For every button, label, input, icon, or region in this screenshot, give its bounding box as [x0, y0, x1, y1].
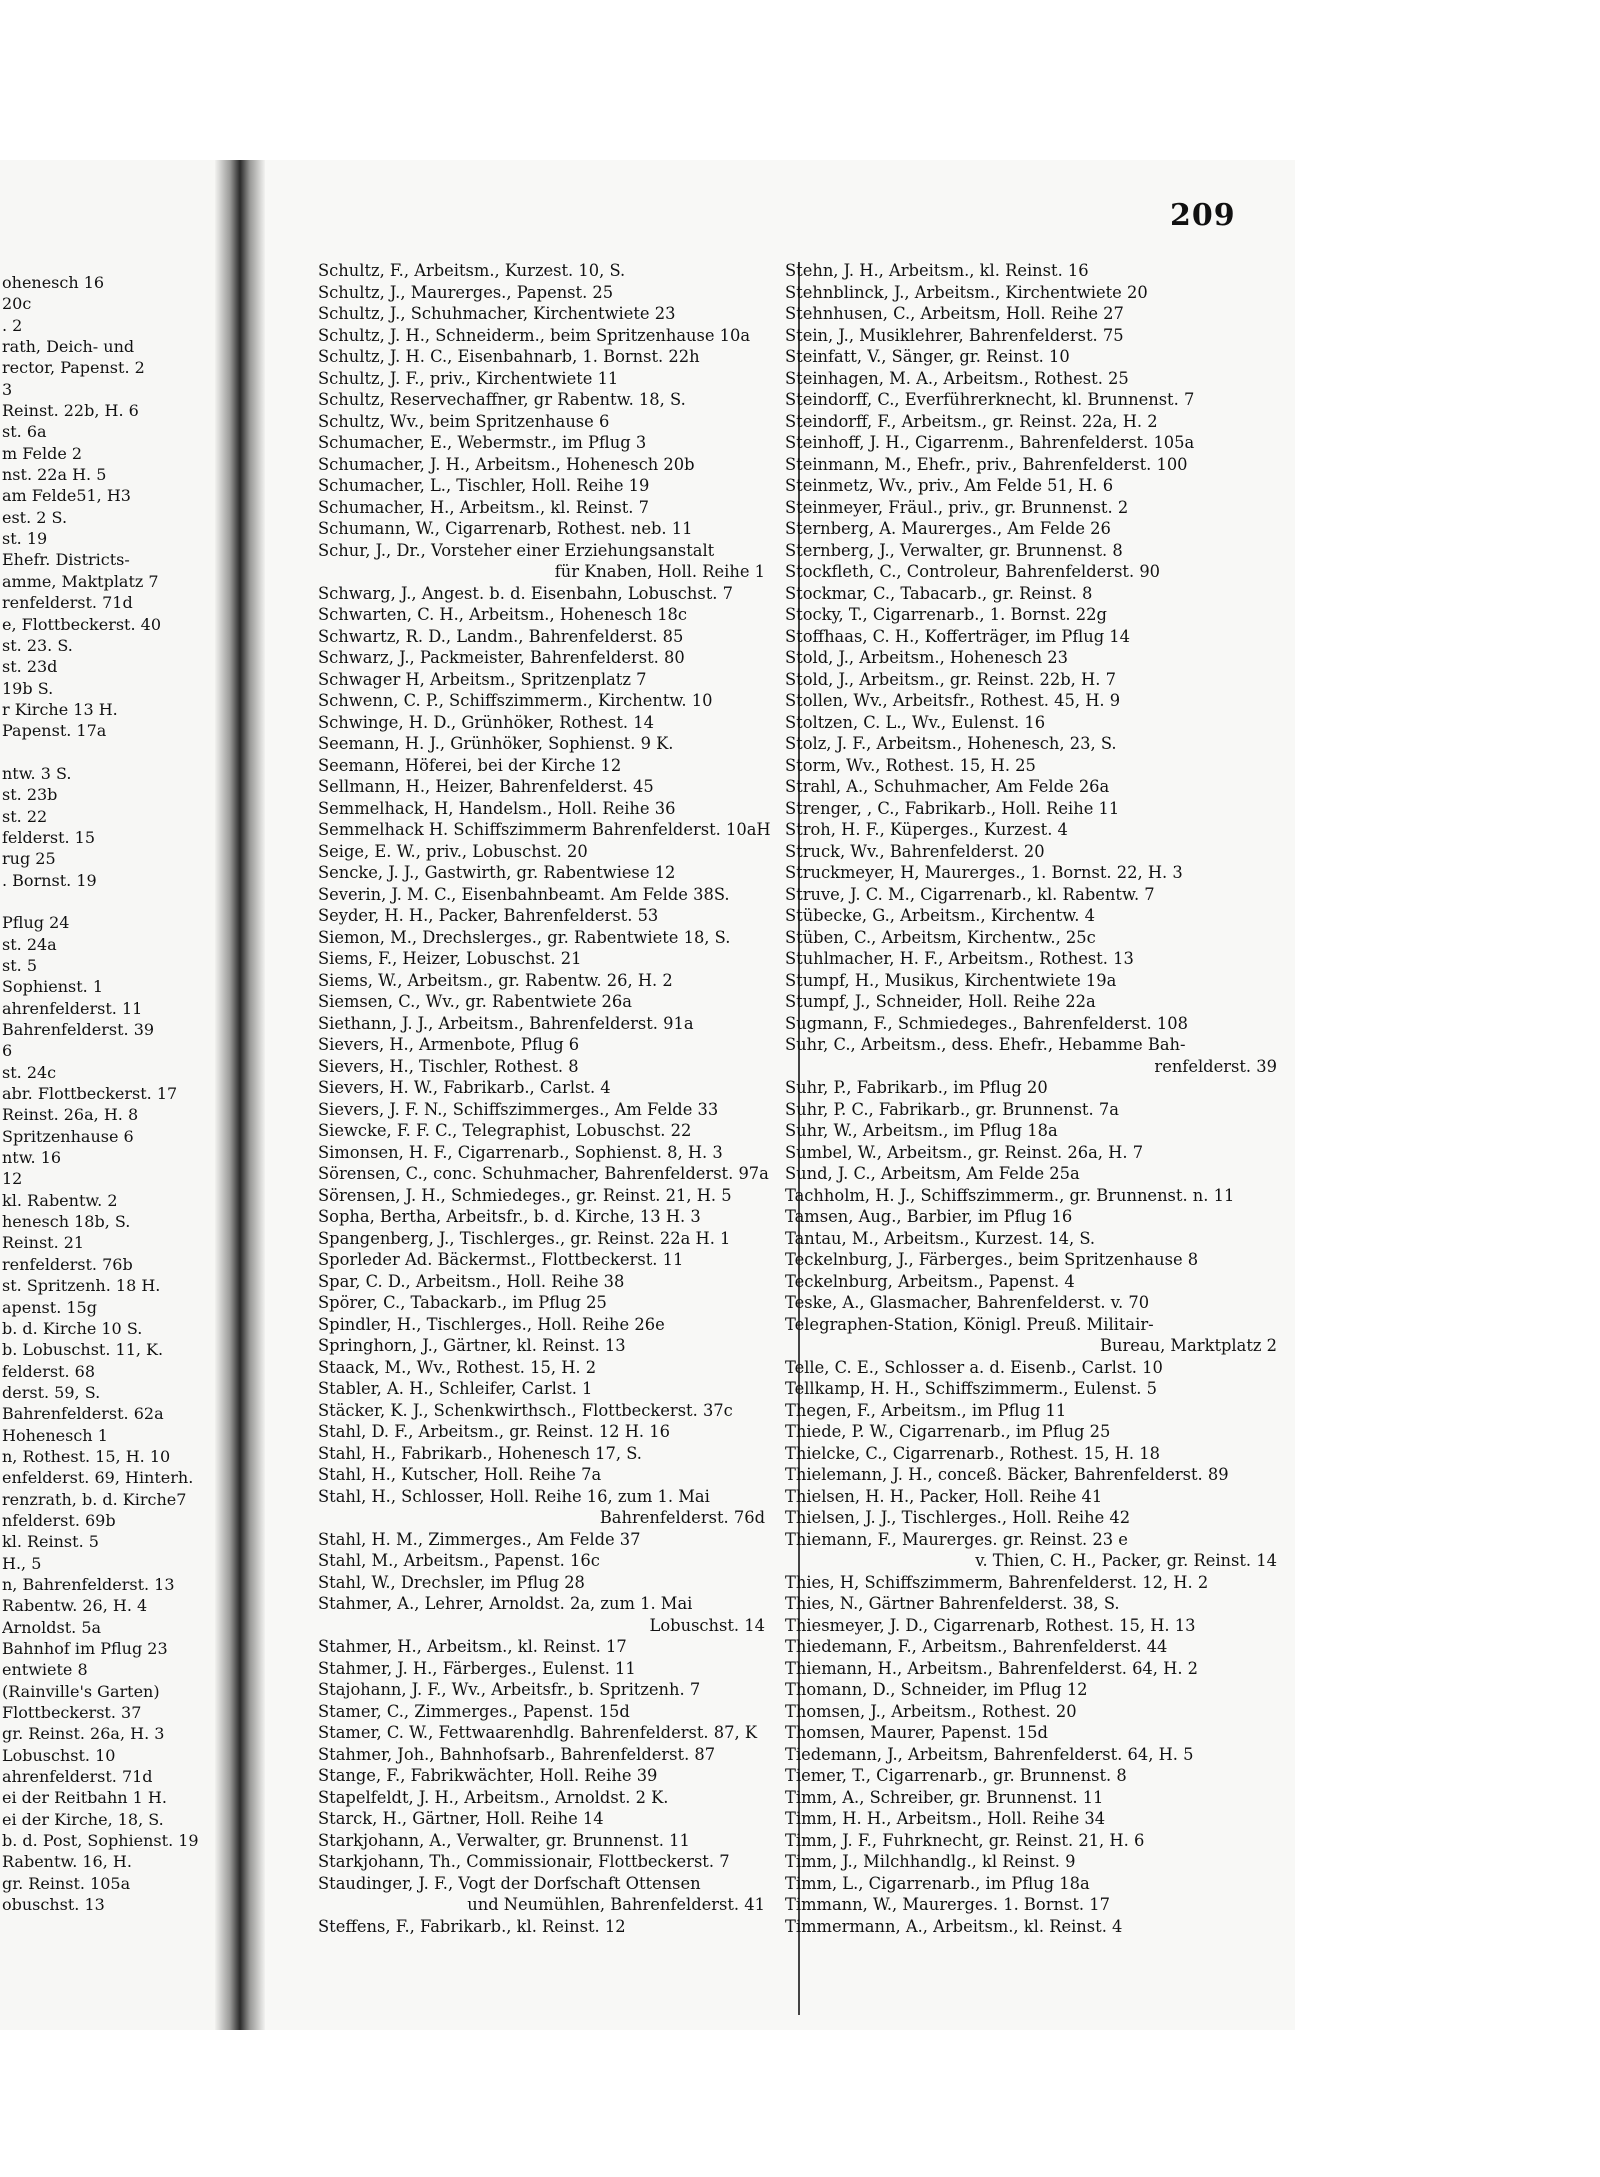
left-page-fragment-line: Rabentw. 26, H. 4: [2, 1596, 148, 1616]
directory-entry: Stoffhaas, C. H., Kofferträger, im Pflug 14: [785, 626, 1131, 646]
directory-entry: Schultz, J., Schuhmacher, Kirchentwiete 23: [318, 304, 676, 323]
directory-entry: Stahl, M., Arbeitsm., Papenst. 16c: [318, 1551, 600, 1570]
book-spine: [215, 160, 265, 2030]
directory-entry: Stold, J., Arbeitsm., gr. Reinst. 22b, H. 7: [785, 669, 1116, 689]
directory-entry: Stumpf, H., Musikus, Kirchentwiete 19a: [785, 970, 1117, 990]
directory-entry: Starkjohann, Th., Commissionair, Flottbeckerst. 7: [318, 1852, 730, 1871]
directory-entry: Stapelfeldt, J. H., Arbeitsm., Arnoldst. 2 K.: [318, 1787, 669, 1807]
left-page-fragment-line: Reinst. 21: [2, 1233, 85, 1253]
left-page-lines: [2, 272, 242, 1915]
left-page-fragment-line: kl. Rabentw. 2: [2, 1190, 118, 1210]
left-page-fragment-line: Arnoldst. 5a: [2, 1617, 102, 1637]
directory-entry: renfelderst. 39: [1154, 1056, 1277, 1076]
left-page-fragment-line: Papenst. 17a: [2, 721, 107, 741]
left-page-fragment-line: Reinst. 26a, H. 8: [2, 1105, 139, 1125]
directory-entry: Siemsen, C., Wv., gr. Rabentwiete 26a: [318, 992, 632, 1011]
directory-entry: Schultz, J. H., Schneiderm., beim Spritzenhause 10a: [318, 325, 751, 345]
directory-entry: Stajohann, J. F., Wv., Arbeitsfr., b. Spritzenh. 7: [318, 1680, 701, 1699]
directory-entry: Stoltzen, C. L., Wv., Eulenst. 16: [785, 712, 1046, 732]
left-page-fragment-line: . 2: [2, 315, 23, 335]
directory-entry: Sternberg, J., Verwalter, gr. Brunnenst. 8: [785, 540, 1123, 560]
left-page-fragment-line: st. 19: [2, 529, 48, 549]
left-page-fragment-line: st. 23b: [2, 785, 58, 805]
directory-entry: Sternberg, A. Maurerges., Am Felde 26: [785, 519, 1111, 538]
directory-entry: Siemon, M., Drechslerges., gr. Rabentwiete 18, S.: [318, 927, 731, 947]
directory-entry: Schumacher, L., Tischler, Holl. Reihe 19: [318, 476, 650, 495]
left-page-fragment-line: Spritzenhause 6: [2, 1126, 134, 1146]
left-page-fragment-line: obuschst. 13: [2, 1895, 105, 1915]
directory-entry: Starck, H., Gärtner, Holl. Reihe 14: [318, 1809, 604, 1828]
directory-entry: Siems, W., Arbeitsm., gr. Rabentw. 26, H. 2: [318, 970, 673, 990]
directory-entry: Schur, J., Dr., Vorsteher einer Erziehungsanstalt: [318, 540, 715, 560]
left-page-fragment-line: [2, 742, 242, 763]
directory-entry: Sörensen, C., conc. Schuhmacher, Bahrenfelderst. 97a: [318, 1164, 769, 1183]
directory-entry: Siewcke, F. F. C., Telegraphist, Lobuschst. 22: [318, 1121, 692, 1140]
directory-entry: Schultz, F., Arbeitsm., Kurzest. 10, S.: [318, 261, 626, 280]
directory-entry: und Neumühlen, Bahrenfelderst. 41: [467, 1895, 765, 1914]
directory-entry: Semmelhack, H, Handelsm., Holl. Reihe 36: [318, 798, 676, 818]
directory-entry: Tiedemann, J., Arbeitsm, Bahrenfelderst. 64, H. 5: [785, 1744, 1194, 1764]
directory-entry: Thielsen, J. J., Tischlerges., Holl. Reihe 42: [785, 1508, 1131, 1527]
directory-entry: Schwarg, J., Angest. b. d. Eisenbahn, Lobuschst. 7: [318, 583, 733, 603]
left-page-fragment-line: m Felde 2: [2, 443, 83, 463]
directory-entry: Stocky, T., Cigarrenarb., 1. Bornst. 22g: [785, 605, 1107, 624]
left-page-fragment-line: ahrenfelderst. 71d: [2, 1767, 153, 1787]
directory-entry: Schumann, W., Cigarrenarb, Rothest. neb. 11: [318, 519, 693, 538]
directory-entry: Stange, F., Fabrikwächter, Holl. Reihe 39: [318, 1766, 658, 1785]
left-page-fragment-line: apenst. 15g: [2, 1297, 97, 1317]
directory-entry: Stahl, D. F., Arbeitsm., gr. Reinst. 12 H. 16: [318, 1422, 670, 1441]
left-page-fragment-line: b. d. Kirche 10 S.: [2, 1318, 143, 1338]
directory-entry: Suhr, W., Arbeitsm., im Pflug 18a: [785, 1121, 1058, 1140]
left-page-fragment-line: est. 2 S.: [2, 507, 68, 527]
directory-entry: Timm, J., Milchhandlg., kl Reinst. 9: [785, 1852, 1076, 1871]
directory-entry: Spar, C. D., Arbeitsm., Holl. Reihe 38: [318, 1271, 625, 1291]
left-page-fragment-line: kl. Reinst. 5: [2, 1532, 99, 1552]
left-page-fragment-line: ohenesch 16: [2, 273, 105, 292]
directory-entry: Staack, M., Wv., Rothest. 15, H. 2: [318, 1357, 597, 1377]
directory-entry: Stahl, H. M., Zimmerges., Am Felde 37: [318, 1529, 641, 1549]
left-page-fragment-line: ntw. 16: [2, 1148, 62, 1168]
directory-entry: Thiemann, H., Arbeitsm., Bahrenfelderst. 64, H. 2: [785, 1658, 1199, 1678]
left-page-fragment-line: Bahrenfelderst. 62a: [2, 1404, 164, 1424]
directory-entry: Bureau, Marktplatz 2: [1100, 1336, 1277, 1355]
directory-entry: Stübecke, G., Arbeitsm., Kirchentw. 4: [785, 906, 1095, 925]
directory-entry: Stahmer, J. H., Färberges., Eulenst. 11: [318, 1658, 636, 1678]
left-page-fragment-line: . Bornst. 19: [2, 870, 97, 890]
directory-entry: Lobuschst. 14: [649, 1615, 765, 1635]
directory-entry: Steinmeyer, Fräul., priv., gr. Brunnenst. 2: [785, 497, 1129, 517]
directory-entry: Struve, J. C. M., Cigarrenarb., kl. Rabentw. 7: [785, 884, 1155, 904]
directory-entry: Schultz, J. F., priv., Kirchentwiete 11: [318, 368, 619, 388]
directory-entry: Sörensen, J. H., Schmiedeges., gr. Reinst. 21, H. 5: [318, 1185, 732, 1205]
directory-entry: Steindorff, F., Arbeitsm., gr. Reinst. 22a, H. 2: [785, 411, 1158, 431]
left-page-fragment-line: enfelderst. 69, Hinterh.: [2, 1468, 194, 1488]
left-page-fragment-line: abr. Flottbeckerst. 17: [2, 1084, 178, 1104]
directory-entry: Teckelnburg, Arbeitsm., Papenst. 4: [785, 1271, 1075, 1291]
directory-entry: Stockmar, C., Tabacarb., gr. Reinst. 8: [785, 583, 1093, 603]
left-page-fragment-line: b. d. Post, Sophienst. 19: [2, 1831, 199, 1851]
directory-entry: Timm, H. H., Arbeitsm., Holl. Reihe 34: [785, 1809, 1106, 1828]
directory-entry: Seige, E. W., priv., Lobuschst. 20: [318, 841, 588, 861]
directory-entry: Suhr, P., Fabrikarb., im Pflug 20: [785, 1078, 1048, 1097]
directory-entry: Stumpf, J., Schneider, Holl. Reihe 22a: [785, 992, 1096, 1011]
directory-entry: Timm, J. F., Fuhrknecht, gr. Reinst. 21, H. 6: [785, 1830, 1145, 1850]
left-page-fragment-line: ei der Reitbahn 1 H.: [2, 1788, 167, 1808]
directory-entry: Sievers, J. F. N., Schiffszimmerges., Am Felde 33: [318, 1099, 719, 1119]
left-page-fragment-line: nst. 22a H. 5: [2, 465, 107, 485]
left-page-fragment-line: ahrenfelderst. 11: [2, 998, 143, 1018]
left-page-fragment-line: gr. Reinst. 105a: [2, 1873, 131, 1893]
left-page-fragment-line: ei der Kirche, 18, S.: [2, 1809, 164, 1829]
directory-entry: Sporleder Ad. Bäckermst., Flottbeckerst. 11: [318, 1250, 684, 1269]
directory-entry: Telegraphen-Station, Königl. Preuß. Militair-: [785, 1314, 1154, 1334]
directory-entry: Tamsen, Aug., Barbier, im Pflug 16: [785, 1207, 1073, 1226]
directory-entry: Stahmer, H., Arbeitsm., kl. Reinst. 17: [318, 1637, 627, 1656]
left-page-fragment-line: derst. 59, S.: [2, 1382, 101, 1402]
left-page-fragment-line: st. 23. S.: [2, 635, 73, 655]
left-page-fragment-line: Lobuschst. 10: [2, 1745, 116, 1765]
directory-entry: Semmelhack H. Schiffszimmerm Bahrenfelderst. 10aH: [318, 820, 771, 839]
directory-entry: Telle, C. E., Schlosser a. d. Eisenb., Carlst. 10: [785, 1357, 1163, 1377]
directory-entry: Timm, L., Cigarrenarb., im Pflug 18a: [785, 1873, 1090, 1893]
directory-entry: Stold, J., Arbeitsm., Hohenesch 23: [785, 648, 1069, 667]
directory-entry: Stehnblinck, J., Arbeitsm., Kirchentwiete 20: [785, 282, 1148, 302]
directory-entry: Starkjohann, A., Verwalter, gr. Brunnenst. 11: [318, 1830, 690, 1850]
directory-entry: Schwager H, Arbeitsm., Spritzenplatz 7: [318, 669, 647, 689]
page-number: 209: [1170, 198, 1236, 233]
directory-entry: Stamer, C., Zimmerges., Papenst. 15d: [318, 1701, 630, 1721]
directory-entry: Steinmann, M., Ehefr., priv., Bahrenfelderst. 100: [785, 454, 1188, 474]
directory-entry: Thiesmeyer, J. D., Cigarrenarb, Rothest. 15, H. 13: [785, 1615, 1196, 1635]
left-page-fragment-line: n, Bahrenfelderst. 13: [2, 1574, 175, 1594]
directory-entry: Steinmetz, Wv., priv., Am Felde 51, H. 6: [785, 476, 1114, 495]
directory-entry: Steinhagen, M. A., Arbeitsm., Rothest. 25: [785, 368, 1129, 388]
directory-entry: Stuhlmacher, H. F., Arbeitsm., Rothest. 13: [785, 949, 1134, 968]
directory-entry: Stehn, J. H., Arbeitsm., kl. Reinst. 16: [785, 261, 1089, 280]
directory-entry: Stahl, W., Drechsler, im Pflug 28: [318, 1572, 585, 1592]
left-page-fragment-line: 3: [2, 379, 13, 399]
directory-entry: Steindorff, C., Everführerknecht, kl. Brunnenst. 7: [785, 390, 1195, 409]
directory-entry: Schultz, J. H. C., Eisenbahnarb, 1. Bornst. 22h: [318, 347, 700, 366]
left-page-fragment-line: Ehefr. Districts-: [2, 550, 130, 570]
directory-entry: Sievers, H. W., Fabrikarb., Carlst. 4: [318, 1078, 611, 1097]
left-page-fragment-line: Bahrenfelderst. 39: [2, 1020, 155, 1040]
directory-entry: Sopha, Bertha, Arbeitsfr., b. d. Kirche, 13 H. 3: [318, 1207, 701, 1226]
directory-entry: Schultz, Reservechaffner, gr Rabentw. 18, S.: [318, 390, 686, 409]
left-page-fragment-line: r Kirche 13 H.: [2, 699, 118, 719]
directory-entry: Stahmer, A., Lehrer, Arnoldst. 2a, zum 1. Mai: [318, 1594, 693, 1613]
directory-entry: Tantau, M., Arbeitsm., Kurzest. 14, S.: [785, 1228, 1096, 1248]
left-page-fragment-line: renfelderst. 71d: [2, 593, 133, 613]
left-page-fragment-line: Bahnhof im Pflug 23: [2, 1639, 168, 1658]
left-page-fragment-line: amme, Maktplatz 7: [2, 571, 159, 591]
directory-entry: Thielsen, H. H., Packer, Holl. Reihe 41: [785, 1486, 1103, 1506]
left-page-fragment-line: (Rainville's Garten): [2, 1681, 160, 1701]
left-page-fragment-line: st. 24c: [2, 1062, 57, 1082]
directory-entry: Strenger, , C., Fabrikarb., Holl. Reihe 11: [785, 798, 1120, 818]
directory-entry: Thegen, F., Arbeitsm., im Pflug 11: [785, 1400, 1067, 1420]
left-page-fragment-line: renfelderst. 76b: [2, 1254, 133, 1274]
directory-column-left: [318, 260, 773, 1937]
left-page-fragment-line: rug 25: [2, 849, 56, 869]
directory-entry: Thielcke, C., Cigarrenarb., Rothest. 15, H. 18: [785, 1443, 1160, 1463]
directory-entry: Schwenn, C. P., Schiffszimmerm., Kirchentw. 10: [318, 691, 713, 710]
left-page-fragment-line: 20c: [2, 294, 32, 314]
left-page-fragment-line: e, Flottbeckerst. 40: [2, 614, 162, 634]
directory-entry: Teske, A., Glasmacher, Bahrenfelderst. v. 70: [785, 1293, 1150, 1312]
left-page-fragment-line: Rabentw. 16, H.: [2, 1852, 132, 1872]
left-page-fragment-line: Hohenesch 1: [2, 1425, 108, 1445]
directory-entry: Thiemann, F., Maurerges. gr. Reinst. 23 e: [785, 1529, 1128, 1549]
directory-entry: Struck, Wv., Bahrenfelderst. 20: [785, 841, 1045, 861]
directory-entry: Thies, H, Schiffszimmerm, Bahrenfelderst. 12, H. 2: [785, 1572, 1209, 1592]
left-page-fragment-line: st. 24a: [2, 934, 57, 954]
left-page-fragment-line: felderst. 68: [2, 1361, 96, 1381]
left-page-fragment-line: felderst. 15: [2, 827, 96, 847]
left-page-fragment-line: st. 6a: [2, 422, 47, 442]
directory-entry: Thiedemann, F., Arbeitsm., Bahrenfelderst. 44: [785, 1637, 1168, 1656]
directory-entry: Suhr, P. C., Fabrikarb., gr. Brunnenst. 7a: [785, 1099, 1119, 1119]
directory-entry: Sellmann, H., Heizer, Bahrenfelderst. 45: [318, 777, 654, 796]
directory-entry: Stabler, A. H., Schleifer, Carlst. 1: [318, 1379, 593, 1398]
directory-entry: Storm, Wv., Rothest. 15, H. 25: [785, 755, 1036, 775]
left-page-fragment-line: 12: [2, 1169, 23, 1189]
directory-entry: Sund, J. C., Arbeitsm, Am Felde 25a: [785, 1164, 1080, 1183]
directory-entry: Schwinge, H. D., Grünhöker, Rothest. 14: [318, 712, 654, 732]
left-page-fragment-line: am Felde51, H3: [2, 486, 131, 506]
directory-entry: Struckmeyer, H, Maurerges., 1. Bornst. 22, H. 3: [785, 863, 1183, 882]
left-page-fragment-line: ntw. 3 S.: [2, 763, 72, 783]
directory-entry: Timmann, W., Maurerges. 1. Bornst. 17: [785, 1895, 1110, 1914]
directory-entry: Timm, A., Schreiber, gr. Brunnenst. 11: [785, 1787, 1104, 1807]
directory-entry: Thomsen, J., Arbeitsm., Rothest. 20: [785, 1701, 1077, 1721]
left-page-fragment-line: 19b S.: [2, 678, 54, 698]
directory-entry: Siethann, J. J., Arbeitsm., Bahrenfelderst. 91a: [318, 1013, 694, 1033]
left-page-fragment-line: rath, Deich- und: [2, 337, 135, 357]
left-page-fragment-line: gr. Reinst. 26a, H. 3: [2, 1724, 165, 1744]
left-page-fragment-line: Flottbeckerst. 37: [2, 1703, 142, 1723]
directory-entry: Strahl, A., Schuhmacher, Am Felde 26a: [785, 777, 1110, 796]
directory-entry: Timmermann, A., Arbeitsm., kl. Reinst. 4: [785, 1916, 1123, 1936]
directory-entry: Schumacher, J. H., Arbeitsm., Hohenesch 20b: [318, 454, 695, 474]
directory-entry: Schumacher, E., Webermstr., im Pflug 3: [318, 433, 647, 452]
directory-entry: Steinhoff, J. H., Cigarrenm., Bahrenfelderst. 105a: [785, 433, 1195, 452]
directory-entry: Schwarten, C. H., Arbeitsm., Hohenesch 18c: [318, 605, 688, 624]
directory-entry: Schultz, Wv., beim Spritzenhause 6: [318, 411, 610, 431]
directory-entry: Stäcker, K. J., Schenkwirthsch., Flottbeckerst. 37c: [318, 1400, 733, 1420]
directory-entry: Staudinger, J. F., Vogt der Dorfschaft Ottensen: [318, 1873, 701, 1893]
left-page-fragment-line: st. 22: [2, 806, 48, 826]
directory-entry: Suhr, C., Arbeitsm., dess. Ehefr., Hebamme Bah-: [785, 1035, 1186, 1054]
directory-entry: Spindler, H., Tischlerges., Holl. Reihe 26e: [318, 1314, 665, 1334]
directory-column-right: [785, 260, 1285, 1937]
directory-entry: Stahl, H., Schlosser, Holl. Reihe 16, zum 1. Mai: [318, 1486, 710, 1506]
directory-entry: Seyder, H. H., Packer, Bahrenfelderst. 53: [318, 906, 659, 925]
directory-entry: Tachholm, H. J., Schiffszimmerm., gr. Brunnenst. n. 11: [785, 1185, 1235, 1205]
directory-entry: Stamer, C. W., Fettwaarenhdlg. Bahrenfelderst. 87, K: [318, 1723, 757, 1742]
directory-entry: Schultz, J., Maurerges., Papenst. 25: [318, 282, 614, 302]
right-page: [265, 160, 1295, 2030]
directory-entry: Sievers, H., Tischler, Rothest. 8: [318, 1056, 579, 1076]
left-page-fragment-line: Reinst. 22b, H. 6: [2, 401, 139, 421]
directory-entry: Stockfleth, C., Controleur, Bahrenfelderst. 90: [785, 562, 1161, 581]
directory-entry: Spörer, C., Tabackarb., im Pflug 25: [318, 1293, 607, 1312]
directory-entry: Thielemann, J. H., conceß. Bäcker, Bahrenfelderst. 89: [785, 1465, 1229, 1484]
directory-entry: Sumbel, W., Arbeitsm., gr. Reinst. 26a, H. 7: [785, 1142, 1144, 1162]
directory-entry: Thomsen, Maurer, Papenst. 15d: [785, 1723, 1048, 1742]
left-page-fragment-line: renzrath, b. d. Kirche7: [2, 1489, 187, 1509]
directory-entry: Teckelnburg, J., Färberges., beim Spritzenhause 8: [785, 1250, 1199, 1269]
left-page-fragment-line: n, Rothest. 15, H. 10: [2, 1446, 171, 1466]
directory-entry: Steffens, F., Fabrikarb., kl. Reinst. 12: [318, 1916, 626, 1936]
directory-entry: Stüben, C., Arbeitsm, Kirchentw., 25c: [785, 927, 1096, 947]
left-page-fragment-line: st. 5: [2, 956, 37, 975]
directory-entry: Tiemer, T., Cigarrenarb., gr. Brunnenst. 8: [785, 1766, 1127, 1785]
directory-entry: Schumacher, H., Arbeitsm., kl. Reinst. 7: [318, 497, 649, 517]
directory-entry: Stolz, J. F., Arbeitsm., Hohenesch, 23, S.: [785, 734, 1117, 753]
directory-entry: Thies, N., Gärtner Bahrenfelderst. 38, S.: [785, 1594, 1120, 1613]
left-page-fragment: [0, 160, 245, 2030]
directory-entry: Simonsen, H. F., Cigarrenarb., Sophienst. 8, H. 3: [318, 1142, 723, 1162]
left-page-fragment-line: Sophienst. 1: [2, 977, 104, 997]
directory-entry: Sencke, J. J., Gastwirth, gr. Rabentwiese 12: [318, 863, 676, 882]
directory-entry: Springhorn, J., Gärtner, kl. Reinst. 13: [318, 1336, 626, 1355]
left-page-fragment-line: H., 5: [2, 1553, 42, 1573]
left-page-fragment-line: st. Spritzenh. 18 H.: [2, 1276, 161, 1296]
directory-entry: Schwarz, J., Packmeister, Bahrenfelderst. 80: [318, 648, 685, 667]
directory-entry: Seemann, H. J., Grünhöker, Sophienst. 9 K.: [318, 734, 674, 753]
left-page-fragment-line: 6: [2, 1041, 13, 1061]
left-page-fragment-line: henesch 18b, S.: [2, 1212, 131, 1232]
directory-entry: Stahl, H., Fabrikarb., Hohenesch 17, S.: [318, 1443, 642, 1463]
directory-entry: Seemann, Höferei, bei der Kirche 12: [318, 755, 622, 775]
directory-entry: Stroh, H. F., Küperges., Kurzest. 4: [785, 820, 1068, 839]
directory-entry: Bahrenfelderst. 76d: [599, 1508, 765, 1527]
left-page-fragment-line: rector, Papenst. 2: [2, 358, 145, 378]
left-page-fragment-line: b. Lobuschst. 11, K.: [2, 1340, 164, 1360]
directory-entry: Spangenberg, J., Tischlerges., gr. Reinst. 22a H. 1: [318, 1228, 731, 1248]
directory-entry: für Knaben, Holl. Reihe 1: [554, 562, 765, 581]
directory-entry: Thiede, P. W., Cigarrenarb., im Pflug 25: [785, 1422, 1111, 1441]
directory-entry: Sugmann, F., Schmiedeges., Bahrenfelderst. 108: [785, 1013, 1188, 1033]
directory-entry: v. Thien, C. H., Packer, gr. Reinst. 14: [975, 1551, 1277, 1570]
left-page-fragment-line: [2, 891, 242, 912]
directory-entry: Schwartz, R. D., Landm., Bahrenfelderst. 85: [318, 626, 684, 646]
directory-entry: Stahmer, Joh., Bahnhofsarb., Bahrenfelderst. 87: [318, 1744, 716, 1764]
directory-entry: Stein, J., Musiklehrer, Bahrenfelderst. 75: [785, 325, 1124, 345]
directory-entry: Stehnhusen, C., Arbeitsm, Holl. Reihe 27: [785, 304, 1124, 323]
directory-entry: Steinfatt, V., Sänger, gr. Reinst. 10: [785, 347, 1070, 366]
directory-entry: Stahl, H., Kutscher, Holl. Reihe 7a: [318, 1465, 602, 1484]
directory-entry: Thomann, D., Schneider, im Pflug 12: [785, 1680, 1088, 1699]
left-page-fragment-line: st. 23d: [2, 657, 58, 677]
directory-entry: Siems, F., Heizer, Lobuschst. 21: [318, 949, 582, 968]
directory-entry: Severin, J. M. C., Eisenbahnbeamt. Am Felde 38S.: [318, 884, 730, 904]
directory-entry: Sievers, H., Armenbote, Pflug 6: [318, 1035, 580, 1054]
left-page-fragment-line: entwiete 8: [2, 1660, 88, 1680]
directory-entry: Tellkamp, H. H., Schiffszimmerm., Eulenst. 5: [785, 1379, 1157, 1398]
left-page-fragment-line: Pflug 24: [2, 913, 70, 933]
directory-entry: Stollen, Wv., Arbeitsfr., Rothest. 45, H. 9: [785, 691, 1121, 710]
left-page-fragment-line: nfelderst. 69b: [2, 1510, 116, 1530]
